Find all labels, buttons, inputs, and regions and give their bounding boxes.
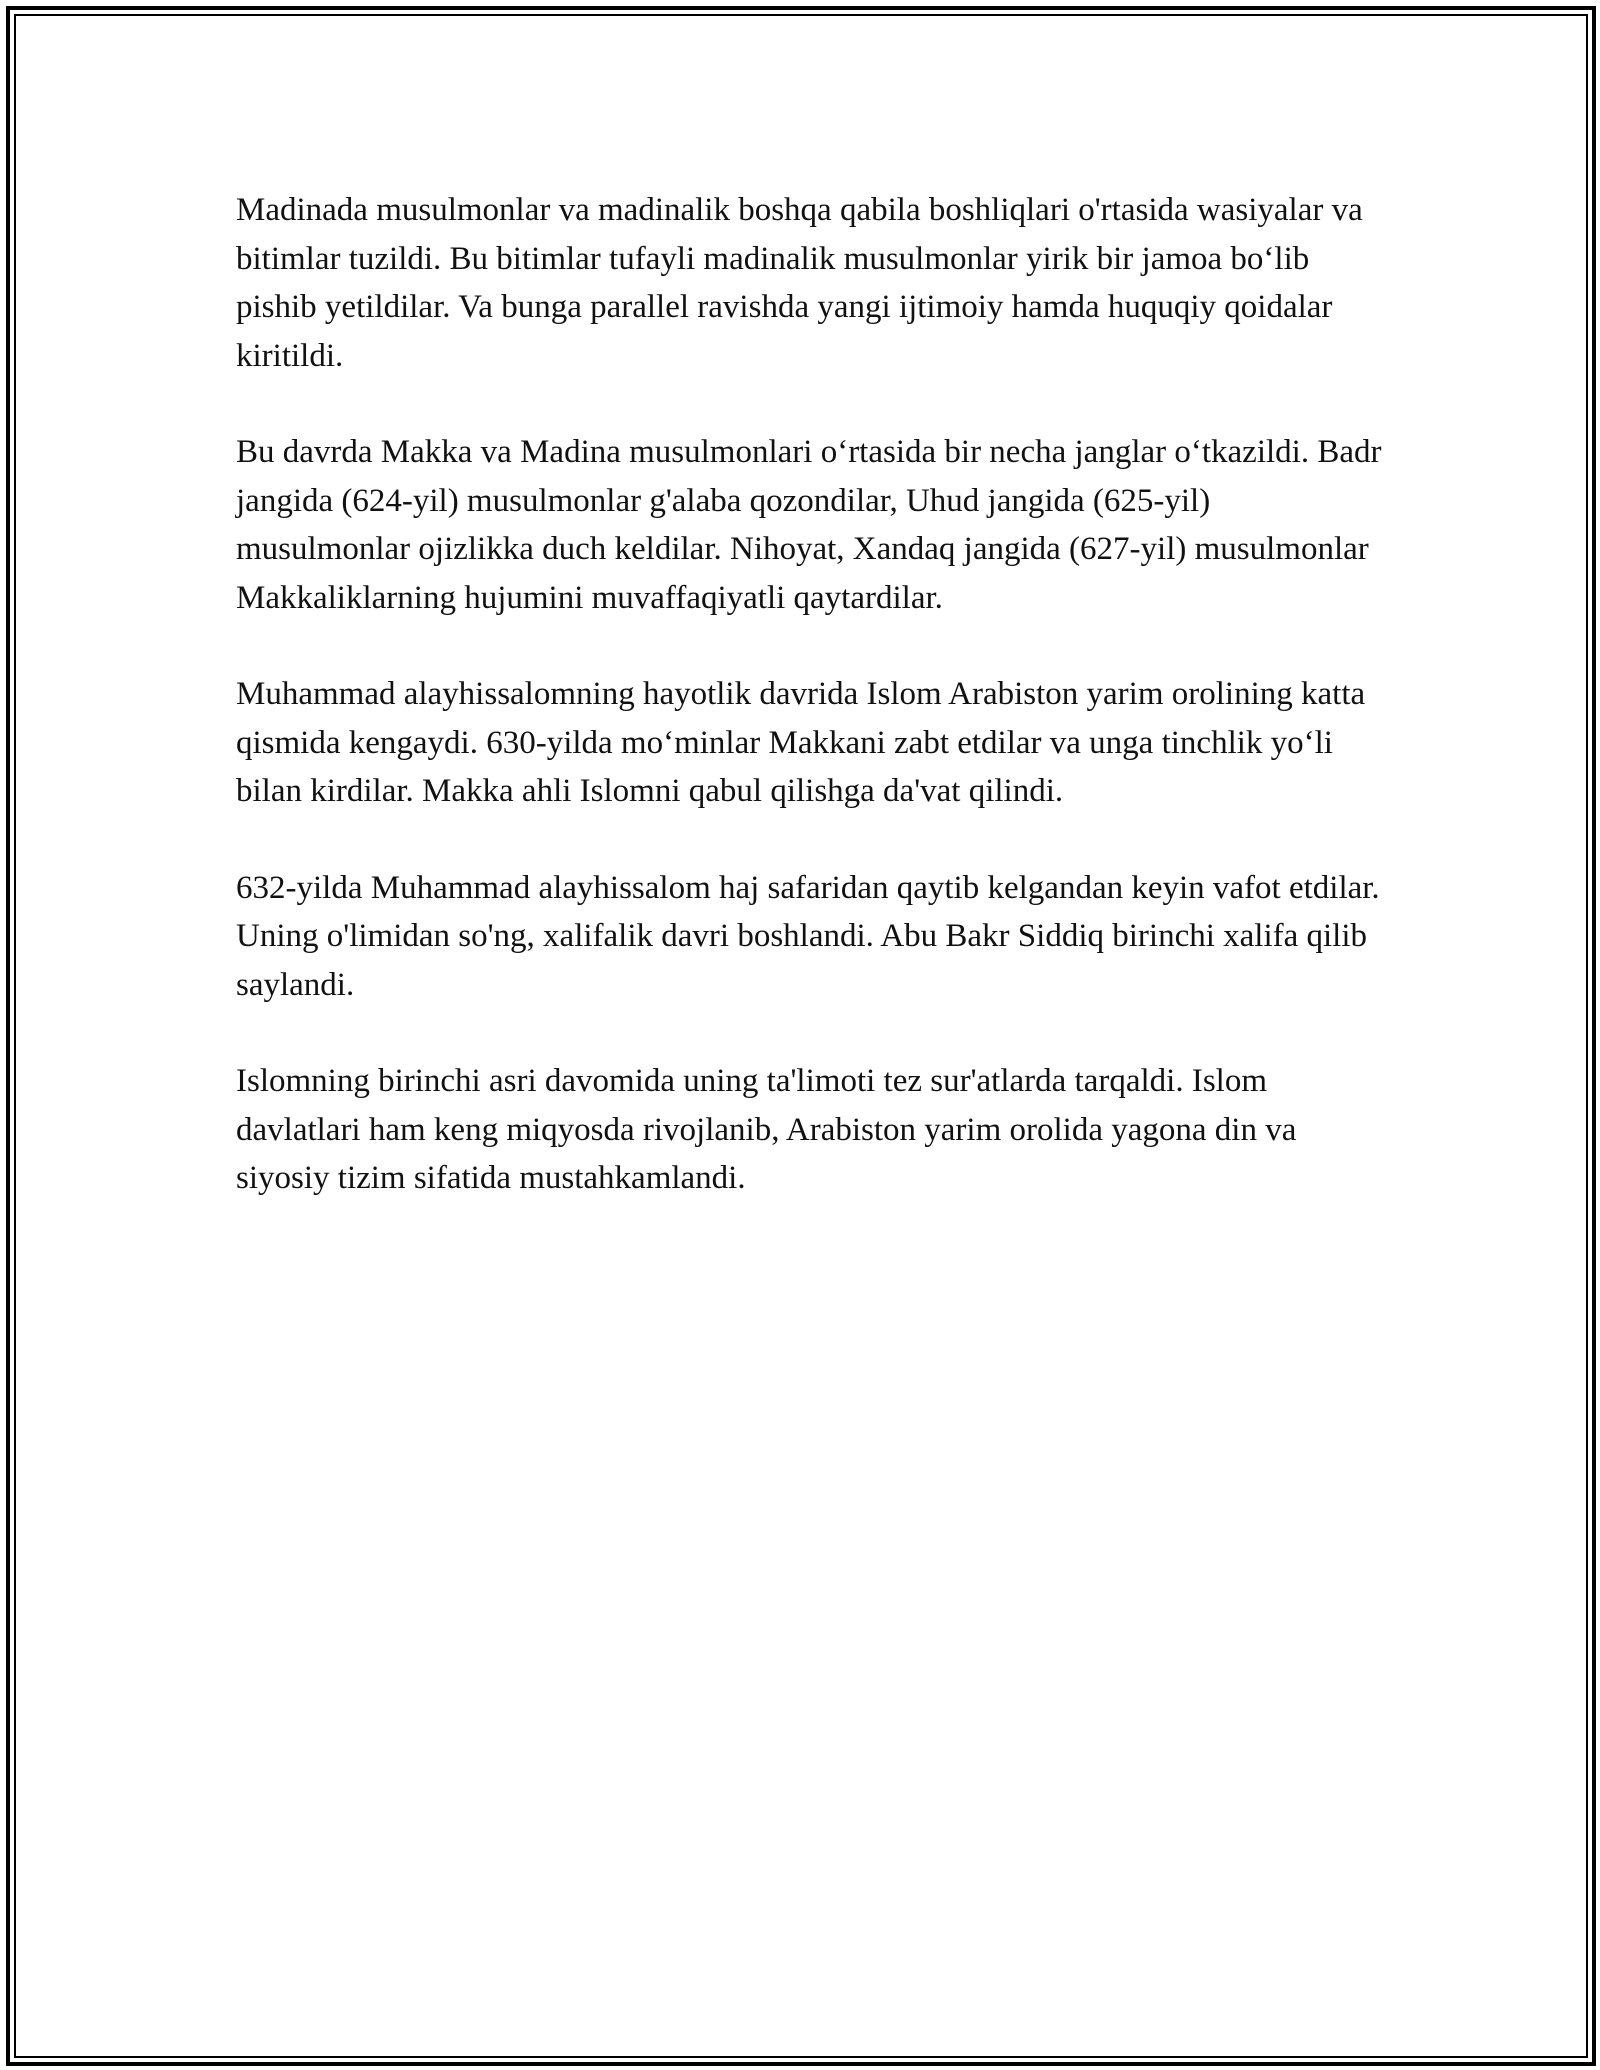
paragraph-madina-agreements: Madinada musulmonlar va madinalik boshqa qabila boshliqlari o'rtasida wasiyalar va bitimlar tuzildi. Bu bitimlar tufayli madinalik musulmonlar yirik bir jamoa bo‘lib pishib yetildilar. Va bunga parallel ravishda yangi ijtimoiy hamda huquqiy qoidalar kiritildi. [236,192,1363,374]
paragraph-expansion: Muhammad alayhissalomning hayotlik davrida Islom Arabiston yarim orolining katta qismida kengaydi. 630-yilda mo‘minlar Makkani zabt etdilar va unga tinchlik yo‘li bilan kirdilar. Makka ahli Islomni qabul qilishga da'vat qilindi. [236,676,1366,809]
document-body [236,186,1386,1251]
paragraph-caliphate: 632-yilda Muhammad alayhissalom haj safaridan qaytib kelgandan keyin vafot etdilar. Uning o'limidan so'ng, xalifalik davri boshlandi. Abu Bakr Siddiq birinchi xalifa qilib saylandi. [236,869,1380,1003]
paragraph-first-century: Islomning birinchi asri davomida uning ta'limoti tez sur'atlarda tarqaldi. Islom davlatlari ham keng miqyosda rivojlanib, Arabiston yarim orolida yagona din va siyosiy tizim sifatida mustahkamlandi. [236,1063,1297,1196]
paragraph-battles: Bu davrda Makka va Madina musulmonlari o‘rtasida bir necha janglar o‘tkazildi. Badr jangida (624-yil) musulmonlar g'alaba qozondilar, Uhud jangida (625-yil) musulmonlar ojizlikka duch keldilar. Nihoyat, Xandaq jangida (627-yil) musulmonlar Makkaliklarning hujumini muvaffaqiyatli qaytardilar. [236,434,1382,616]
